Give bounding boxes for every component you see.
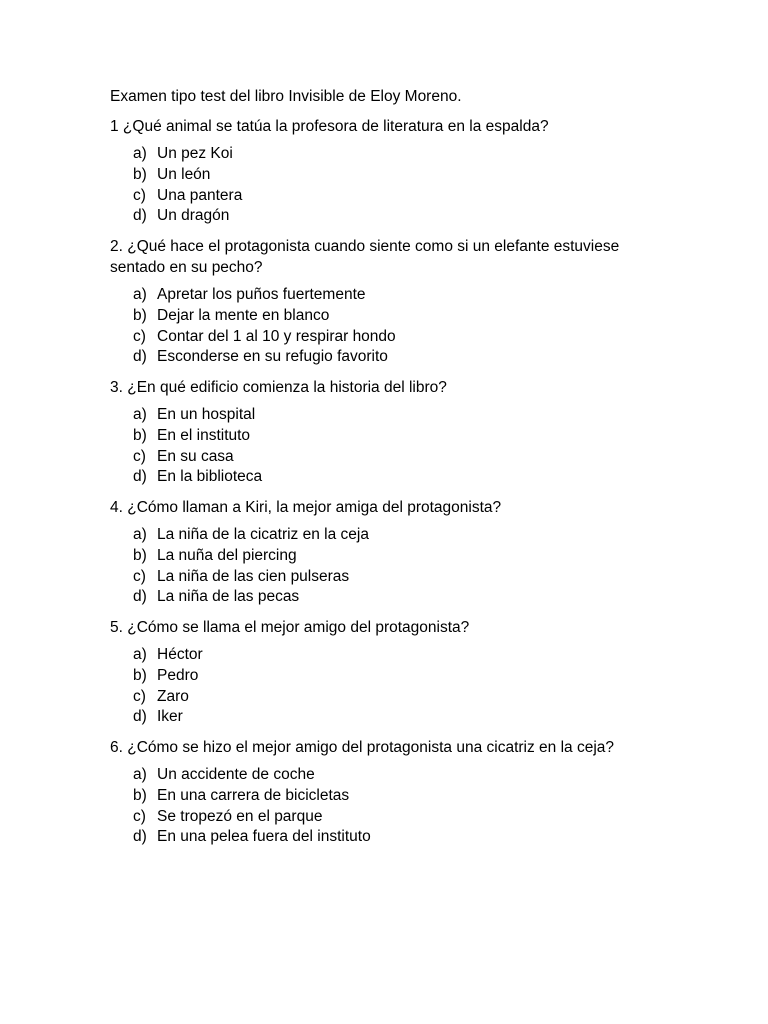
option-text: Un accidente de coche [157,766,315,783]
answer-option [110,827,670,848]
question-2 [110,236,670,368]
question-text: 5. ¿Cómo se llama el mejor amigo del protagonista? [110,619,470,636]
question-text: 6. ¿Cómo se hizo el mejor amigo del protagonista una cicatriz en la ceja? [110,739,615,756]
answer-option [110,347,670,368]
answer-option [110,405,670,426]
answer-option [110,327,670,348]
question-text: 1 ¿Qué animal se tatúa la profesora de literatura en la espalda? [110,118,549,135]
document-body [110,86,670,857]
option-text: En su casa [157,447,234,465]
option-letter: c) [133,447,146,465]
option-text: En un hospital [157,406,256,423]
option-letter: c) [133,567,146,585]
answer-option [110,165,670,186]
option-letter: a) [133,286,147,303]
option-letter: b) [133,165,147,183]
option-letter: b) [133,786,147,804]
answer-options [110,405,670,488]
answer-option [110,467,670,488]
option-text: En una carrera de bicicletas [157,786,350,804]
answer-option [110,687,670,708]
answer-option [110,144,670,165]
option-text: Una pantera [157,186,243,204]
answer-option [110,285,670,306]
option-letter: a) [133,526,147,543]
option-letter: a) [133,766,147,783]
option-text: La niña de las cien pulseras [157,567,350,585]
answer-option [110,707,670,728]
option-letter: c) [133,807,146,825]
answer-option [110,645,670,666]
option-letter: b) [133,306,147,324]
option-letter: d) [133,468,147,486]
question-6 [110,737,670,848]
option-text: Se tropezó en el parque [157,807,323,825]
option-letter: d) [133,348,147,366]
answer-option [110,587,670,608]
answer-options [110,525,670,608]
answer-option [110,765,670,786]
question-text: 3. ¿En qué edificio comienza la historia del libro? [110,379,447,396]
question-list [110,116,670,848]
option-text: Contar del 1 al 10 y respirar hondo [157,327,396,345]
option-text: Un pez Koi [157,145,233,162]
option-text: Apretar los puños fuertemente [157,286,366,303]
question-5 [110,617,670,728]
option-text: En una pelea fuera del instituto [157,828,371,846]
answer-option [110,807,670,828]
answer-option [110,447,670,468]
answer-options [110,285,670,368]
answer-options [110,765,670,848]
option-text: Esconderse en su refugio favorito [157,348,388,366]
option-letter: d) [133,588,147,606]
answer-option [110,567,670,588]
question-3 [110,377,670,488]
option-text: Pedro [157,666,199,684]
option-text: Héctor [157,646,203,663]
option-text: En el instituto [157,426,251,444]
answer-options [110,144,670,227]
option-text: Zaro [157,687,189,705]
option-letter: b) [133,426,147,444]
option-letter: a) [133,646,147,663]
option-letter: b) [133,666,147,684]
answer-option [110,426,670,447]
option-text: Dejar la mente en blanco [157,306,330,324]
option-text: Un león [157,165,211,183]
option-letter: d) [133,708,147,726]
option-letter: c) [133,327,146,345]
option-letter: a) [133,145,147,162]
document-title: Examen tipo test del libro Invisible de Eloy Moreno. [110,88,462,105]
question-text: 2. ¿Qué hace el protagonista cuando siente como si un elefante estuviese sentado en su pecho? [110,238,620,276]
option-letter: a) [133,406,147,423]
answer-option [110,206,670,227]
answer-option [110,186,670,207]
answer-option [110,666,670,687]
option-letter: d) [133,207,147,225]
question-text: 4. ¿Cómo llaman a Kiri, la mejor amiga del protagonista? [110,499,502,516]
option-text: La niña de las pecas [157,588,300,606]
option-text: La niña de la cicatriz en la ceja [157,526,369,543]
option-text: Iker [157,708,183,726]
answer-option [110,306,670,327]
question-4 [110,497,670,608]
answer-option [110,525,670,546]
option-letter: d) [133,828,147,846]
option-letter: c) [133,687,146,705]
option-text: La nuña del piercing [157,546,297,564]
question-1 [110,116,670,227]
option-letter: c) [133,186,146,204]
answer-options [110,645,670,728]
answer-option [110,786,670,807]
answer-option [110,546,670,567]
option-text: Un dragón [157,207,230,225]
option-text: En la biblioteca [157,468,263,486]
option-letter: b) [133,546,147,564]
